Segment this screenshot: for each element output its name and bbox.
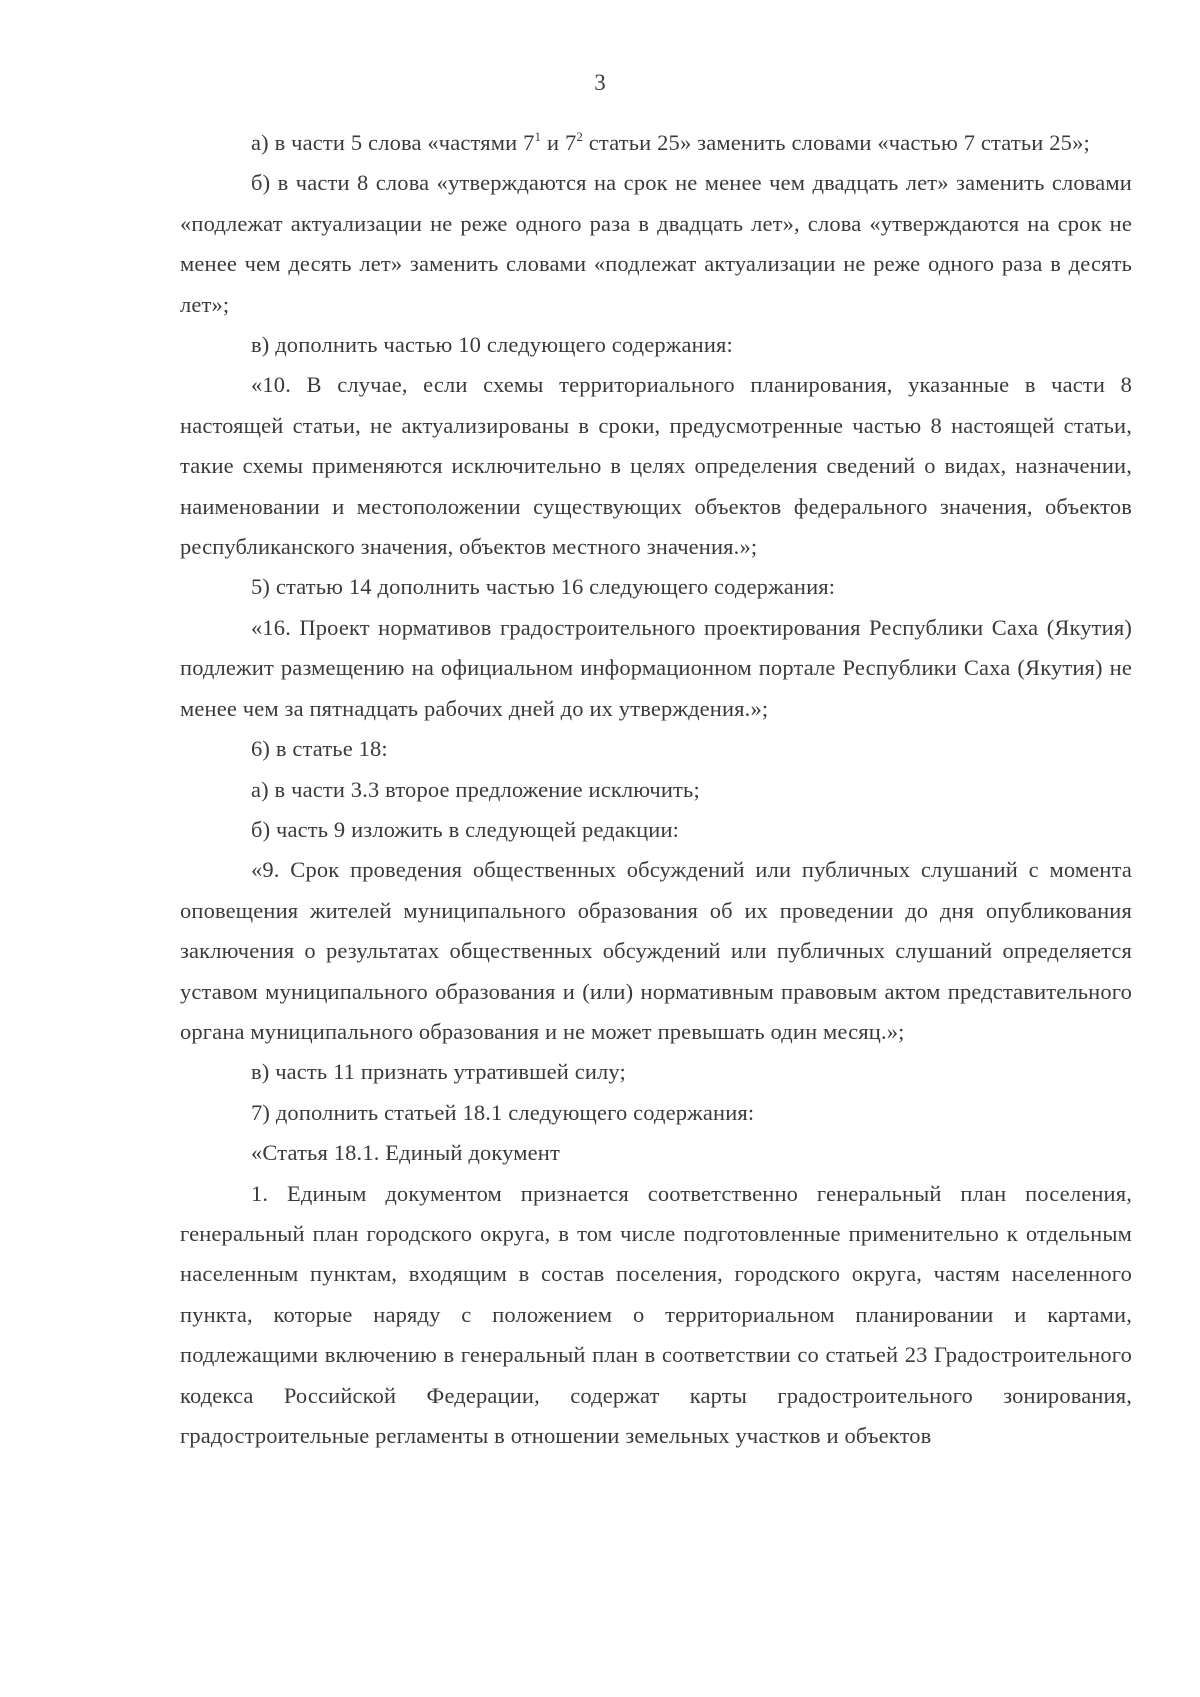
paragraph-part-16-text: «16. Проект нормативов градостроительного проектирования Республики Саха (Якутия) подлежит размещению на официальном информационном портале Республики Саха (Якутия) не менее чем за пятнадцать рабочих дней до их утверждения.»; [180, 614, 1132, 721]
page-number: 3 [594, 70, 606, 95]
document-body [180, 123, 1132, 1456]
superscript-index: 1 [534, 129, 542, 144]
paragraph-article-18-1-part-1: 1. Единым документом признается соответственно генеральный план поселения, генеральный план городского округа, в том числе подготовленные применительно к отдельным населенным пунктам, входящим в состав поселения, городского округа, частям населенного пункта, которые наряду с положением о территориальном планировании и картами, подлежащими включению в генеральный план в соответствии со статьей 23 Градостроительного кодекса Российской Федерации, содержат карты градостроительного зонирования, градостроительные регламенты в отношении земельных участков и объектов [180, 1180, 1132, 1448]
paragraph-article-18-1-heading: «Статья 18.1. Единый документ [251, 1140, 560, 1166]
paragraph-part-9-text: «9. Срок проведения общественных обсуждений или публичных слушаний с момента оповещения жителей муниципального образования об их проведении до дня опубликования заключения о результатах общественных обсуждений или публичных слушаний определяется уставом муниципального образования и (или) нормативным правовым актом представительного органа муниципального образования и не может превышать один месяц.»; [180, 857, 1132, 1044]
paragraph-amendment-b-part-8: б) в части 8 слова «утверждаются на срок не менее чем двадцать лет» заменить словами «подлежат актуализации не реже одного раза в двадцать лет», слова «утверждаются на срок не менее чем десять лет» заменить словами «подлежат актуализации не реже одного раза в десять лет»; [180, 170, 1132, 317]
paragraph-item-5-article-14: 5) статью 14 дополнить частью 16 следующего содержания: [251, 574, 836, 600]
paragraph-item-6-article-18: 6) в статье 18: [251, 736, 388, 762]
superscript-index: 2 [576, 129, 583, 144]
paragraph-amendment-v-part-11: в) часть 11 признать утратившей силу; [251, 1059, 626, 1085]
paragraph-amendment-b-part-9: б) часть 9 изложить в следующей редакции: [251, 816, 680, 842]
paragraph-amendment-v-add-part-10: в) дополнить частью 10 следующего содержания: [251, 332, 733, 358]
paragraph-part-10-text: «10. В случае, если схемы территориального планирования, указанные в части 8 настоящей статьи, не актуализированы в сроки, предусмотренные частью 8 настоящей статьи, такие схемы применяются исключительно в целях определения сведений о видах, назначении, наименовании и местоположении существующих объектов федерального значения, объектов республиканского значения, объектов местного значения.»; [180, 372, 1132, 560]
paragraph-amendment-a-part-3-3: а) в части 3.3 второе предложение исключить; [251, 776, 700, 802]
paragraph-amendment-a-part-5: а) в части 5 слова «частями $7^1$ и $7^2$ статьи 25» заменить словами «частью 7 статьи 25»; [251, 129, 1090, 155]
paragraph-item-7-article-18-1: 7) дополнить статьей 18.1 следующего содержания: [251, 1099, 755, 1125]
